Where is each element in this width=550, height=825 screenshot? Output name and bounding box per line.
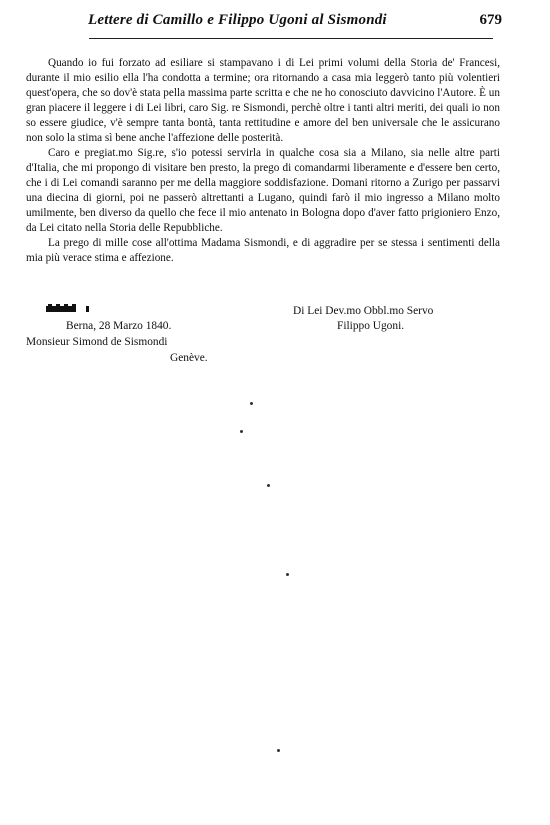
paragraph-2: Caro e pregiat.mo Sig.re, s'io potessi servirla in qualche cosa sia a Milano, sia nelle altre parti d'Italia, che mi propongo di visitare ben presto, la prego di comandarmi liberamente e d'essere ben certo, che i di Lei comandi saranno per me della maggiore soddisfazione. Domani ritorno a Zurigo per passarvi una diecina di giorni, poi ne passerò altrettanti a Lugano, quindi farò il mio ingresso a Milano molto umilmente, ben diverso da quello che fece il mio antenato in Bologna dopo d'aver fatto prigioniero Enzo, da Lei citato nella Storia delle Repubbliche. xyxy=(26,147,500,234)
running-title: Lettere di Camillo e Filippo Ugoni al Sismondi xyxy=(88,12,387,28)
place-date: Berna, 28 Marzo 1840. xyxy=(66,320,172,332)
addressee-city: Genève. xyxy=(170,352,208,364)
addressee: Monsieur Simond de Sismondi xyxy=(26,336,168,348)
ink-speck xyxy=(267,484,270,487)
paragraph-3: La prego di mille cose all'ottima Madama Sismondi, e di aggradire per se stessa i sentimenti della mia più verace stima e affezione. xyxy=(26,237,500,264)
signature: Filippo Ugoni. xyxy=(337,320,405,332)
ink-speck xyxy=(250,402,253,405)
paragraph-1: Quando io fui forzato ad esiliare si stampavano i di Lei primi volumi della Storia de' Francesi, durante il mio esilio ella l'ha condotta a termine; ora ritornando a casa mia leggerò tanto più volentieri quest'opera, che so dov'è stata pella massima parte scritta e che ne ho conosciuto davvicino l'Autore. È un gran piacere il leggere i di Lei libri, caro Sig. re Sismondi, perchè oltre i tanti altri meriti, dei quali io non so essere giudice, v'è sempre tanta bontà, tanta rettitudine e amore del ben universale che le assicurano non solo la stima sì bene anche l'affezione delle posterità. xyxy=(26,57,500,144)
ink-mark-icon xyxy=(46,304,106,314)
ink-speck xyxy=(286,573,289,576)
ink-speck xyxy=(240,430,243,433)
ink-speck xyxy=(277,749,280,752)
header-rule xyxy=(89,38,493,39)
running-header xyxy=(88,12,502,38)
closing-salutation: Di Lei Dev.mo Obbl.mo Servo xyxy=(293,305,434,317)
letter-body xyxy=(26,56,500,266)
page-number: 679 xyxy=(479,12,502,28)
